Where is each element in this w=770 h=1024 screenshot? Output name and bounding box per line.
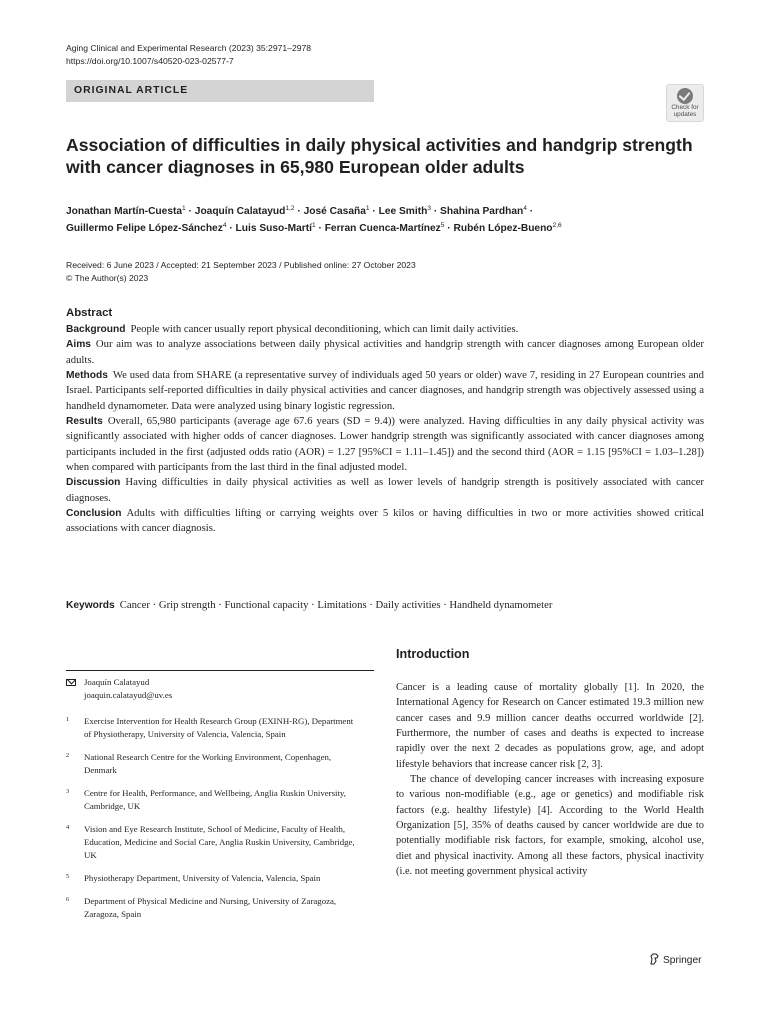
publisher-name: Springer	[663, 955, 702, 966]
abstract-section-label: Aims	[66, 339, 91, 351]
abstract-section-text: Overall, 65,980 participants (average age 67.6 years (SD = 9.4)) were analyzed. Having difficulties in any daily physical activity was significantly associated with higher odds of cancer diagnoses. Lower handgrip strength was significantly associated with cancer diagnoses among participants included in the first (adjusted odds ratio (AOR) = 1.27 [95%CI = 1.11–1.45]) and the second third (AOR = 1.15 [95%CI = 1.03–1.28]) when compared with participants from the last third in the final adjusted model.	[66, 415, 704, 474]
affiliation-text: Centre for Health, Performance, and Wellbeing, Anglia Ruskin University, Cambridge, UK	[84, 788, 346, 811]
abstract-section-label: Conclusion	[66, 508, 122, 520]
affiliation-text: National Research Centre for the Working Environment, Copenhagen, Denmark	[84, 752, 332, 775]
introduction-body	[396, 680, 704, 879]
article-type-banner: ORIGINAL ARTICLE	[66, 80, 374, 102]
author-affiliation-ref: 1,2	[285, 205, 295, 212]
affiliation-number: 5	[66, 873, 70, 880]
author-affiliation-ref: 1	[311, 222, 316, 229]
affiliation-item	[66, 895, 356, 921]
copyright-line: © The Author(s) 2023	[66, 273, 149, 283]
abstract-section-text: Adults with difficulties lifting or carrying weights over 5 kilos or having difficulties in two or more activities showed critical associations with cancer diagnosis.	[66, 507, 704, 535]
abstract-section-label: Discussion	[66, 477, 121, 489]
publication-dates	[66, 259, 416, 285]
abstract-heading: Abstract	[66, 307, 113, 319]
author-list: Jonathan Martín‑Cuesta$^1$ · Joaquín Calatayud$^{1,2}$ · José Casaña$^1$ · Lee Smith$^3$ · Shahina Pardhan$^4$ · Guillermo Felipe López‑Sánchez$^4$ · Luis Suso‑Martí$^1$ · Ferran Cuenca‑Martínez$^5$ · Rubén López‑Bueno$^{2,6}$	[66, 205, 562, 234]
badge-line1: Check for	[671, 104, 699, 111]
author-affiliation-ref: 1	[365, 205, 370, 212]
affiliation-number: 1	[66, 716, 70, 723]
journal-citation: Aging Clinical and Experimental Research (2023) 35:2971–2978	[66, 43, 312, 53]
corresponding-author-name: Joaquín Calatayud	[84, 677, 150, 687]
doi-link[interactable]: https://doi.org/10.1007/s40520-023-02577-7	[66, 56, 234, 66]
author-affiliation-ref: 3	[427, 205, 431, 212]
author-name[interactable]: Lee Smith	[378, 206, 428, 217]
abstract-section	[66, 337, 704, 368]
introduction-paragraph: Cancer is a leading cause of mortality globally [1]. In 2020, the International Agency for Research on Cancer estimated 19.3 million new cancer cases and 9.9 million cancer deaths occurred worldwide [2]. Furthermore, the number of cases and deaths is expected to increase rapidly over the next 2 decades as populations grow, age, and adopt lifestyle behaviors that increase cancer risk [2, 3].	[396, 682, 704, 770]
keywords	[66, 598, 706, 613]
author-name[interactable]: Shahina Pardhan	[440, 206, 524, 217]
abstract-section-label: Results	[66, 416, 103, 428]
keywords-label: Keywords	[66, 600, 115, 611]
journal-header	[66, 42, 311, 68]
abstract-section-text: People with cancer usually report physical deconditioning, which can limit daily activities.	[130, 323, 519, 335]
author-name[interactable]: Luis Suso‑Martí	[235, 223, 312, 234]
abstract-section-label: Background	[66, 324, 126, 335]
date-history: Received: 6 June 2023 / Accepted: 21 September 2023 / Published online: 27 October 2023	[66, 260, 416, 270]
affiliation-item	[66, 787, 356, 813]
affiliations	[66, 676, 356, 931]
affiliation-text: Vision and Eye Research Institute, School of Medicine, Faculty of Health, Education, Medicine and Social Care, Anglia Ruskin University, Cambridge, UK	[84, 824, 355, 860]
author-affiliation-ref: 2,6	[552, 222, 562, 229]
author-name[interactable]: Guillermo Felipe López‑Sánchez	[66, 223, 223, 234]
author-affiliation-ref: 1	[182, 205, 186, 212]
corresponding-author-email[interactable]: joaquin.calatayud@uv.es	[84, 690, 173, 700]
badge-line2: updates	[673, 110, 697, 118]
envelope-icon	[66, 679, 76, 686]
author-name[interactable]: Rubén López‑Bueno	[453, 223, 553, 234]
author-name[interactable]: Joaquín Calatayud	[194, 206, 286, 217]
affiliation-text: Exercise Intervention for Health Research Group (EXINH-RG), Department of Physiotherapy, University of Valencia, Valencia, Spain	[84, 716, 354, 739]
author-name[interactable]: Jonathan Martín‑Cuesta	[66, 206, 183, 217]
correspondence	[66, 676, 356, 702]
publisher-logo	[649, 953, 702, 968]
keywords-text: Cancer · Grip strength · Functional capacity · Limitations · Daily activities · Handheld dynamometer	[119, 599, 553, 611]
affiliation-text: Department of Physical Medicine and Nursing, University of Zaragoza, Zaragoza, Spain	[84, 896, 337, 919]
affiliation-number: 2	[66, 752, 70, 759]
abstract-section	[66, 368, 704, 414]
author-affiliation-ref: 4	[222, 222, 227, 229]
author-affiliation-ref: 4	[523, 205, 527, 212]
affiliation-number: 3	[66, 788, 70, 795]
author-affiliation-ref: 5	[440, 222, 445, 229]
author-name[interactable]: Ferran Cuenca‑Martínez	[324, 223, 441, 234]
introduction-paragraph: The chance of developing cancer increases with increasing exposure to various non-modifiable (e.g., age or genetics) and modifiable risk factors (e.g. healthy lifestyle) [4]. According to the World Health Organization [5], 35% of deaths caused by cancer worldwide are due to potentially modifiable risk factors, for example, smoking, alcohol use, diet and physical inactivity. Among all these factors, physical inactivity (i.e. not meeting government physical activity	[396, 774, 704, 878]
springer-horse-icon	[649, 953, 660, 965]
affiliation-item	[66, 872, 356, 885]
affiliation-text: Physiotherapy Department, University of Valencia, Valencia, Spain	[84, 873, 321, 883]
abstract-section	[66, 475, 704, 506]
article-title: Association of difficulties in daily physical activities and handgrip strength with cancer diagnoses in 65,980 European older adults	[66, 135, 693, 177]
affiliation-item	[66, 751, 356, 777]
check-for-updates-icon	[677, 88, 693, 104]
abstract-section-text: Our aim was to analyze associations between daily physical activities and handgrip strength with cancer diagnoses among European older adults.	[66, 338, 704, 366]
affiliations-divider	[66, 670, 374, 671]
abstract-section-label: Methods	[66, 370, 108, 382]
affiliation-item	[66, 715, 356, 741]
author-name[interactable]: José Casaña	[303, 206, 366, 217]
abstract-section-text: Having difficulties in daily physical activities as well as lower levels of handgrip strength is positively associated with cancer diagnoses.	[66, 476, 704, 504]
affiliation-number: 6	[66, 896, 70, 903]
introduction-heading: Introduction	[396, 647, 470, 661]
check-for-updates-badge[interactable]	[666, 84, 704, 122]
affiliation-number: 4	[66, 824, 70, 831]
abstract	[66, 305, 704, 537]
abstract-section	[66, 506, 704, 537]
abstract-section-text: We used data from SHARE (a representative survey of individuals aged 50 years or older) wave 7, residing in 27 European countries and Israel. Participants self-reported difficulties in daily physical activities and cancer diagnoses, and handgrip strength was objectively assessed using a handheld dynamometer. Data were analyzed using binary logistic regression.	[66, 369, 704, 412]
abstract-section	[66, 322, 704, 337]
affiliation-item	[66, 823, 356, 862]
abstract-section	[66, 414, 704, 475]
